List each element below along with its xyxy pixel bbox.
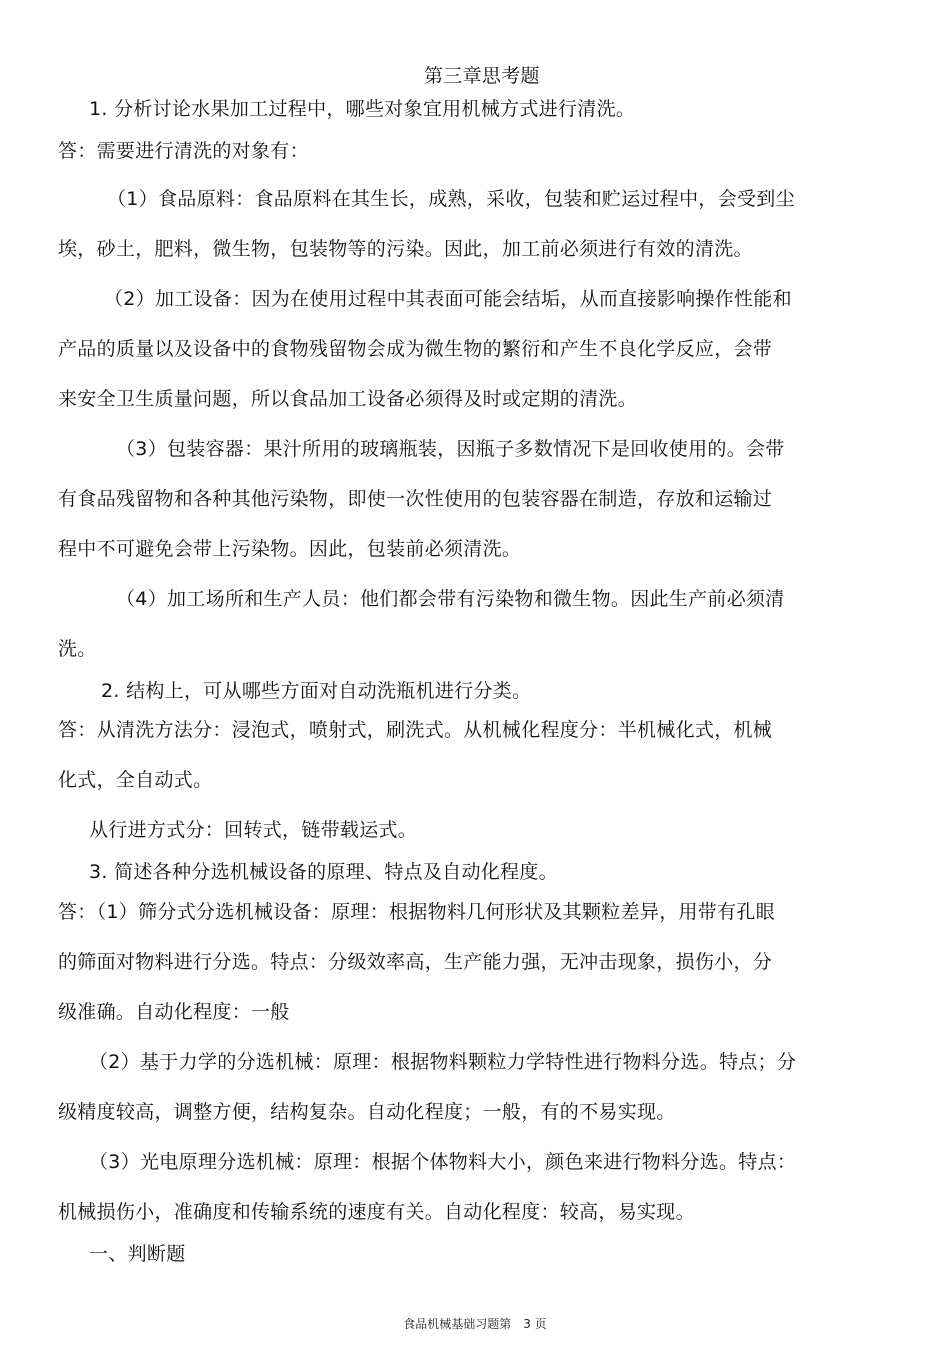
answer-3-item-3-line-1: （3）光电原理分选机械：原理：根据个体物料大小，颜色来进行物料分选。特点： [89,1151,797,1173]
answer-1-item-1-line-2: 埃，砂土，肥料，微生物，包装物等的污染。因此，加工前必须进行有效的清洗。 [58,238,753,260]
question-3: 3. 简述各种分选机械设备的原理、特点及自动化程度。 [89,861,558,883]
section-heading-judgment: 一、判断题 [89,1243,186,1265]
answer-3-item-1-line-2: 的筛面对物料进行分选。特点：分级效率高，生产能力强，无冲击现象，损伤小，分 [58,951,773,973]
answer-3-item-2-line-1: （2）基于力学的分选机械：原理：根据物料颗粒力学特性进行物料分选。特点；分 [89,1051,797,1073]
question-2: 2. 结构上，可从哪些方面对自动洗瓶机进行分类。 [101,680,532,702]
answer-1-intro: 答：需要进行清洗的对象有： [58,140,309,162]
page-footer: 食品机械基础习题第 3 页 [403,1317,547,1331]
answer-3-item-2-line-2: 级精度较高，调整方便，结构复杂。自动化程度；一般，有的不易实现。 [58,1101,676,1123]
answer-1-item-2-line-3: 来安全卫生质量问题，所以食品加工设备必须得及时或定期的清洗。 [58,388,638,410]
answer-1-item-4-line-2: 洗。 [58,638,97,660]
answer-1-item-1-line-1: （1）食品原料：食品原料在其生长，成熟，采收，包装和贮运过程中，会受到尘 [107,188,795,210]
answer-3-item-1-line-3: 级准确。自动化程度：一般 [58,1001,290,1023]
answer-2-line-1: 答：从清洗方法分：浸泡式，喷射式，刷洗式。从机械化程度分：半机械化式，机械 [58,719,773,741]
answer-1-item-2-line-2: 产品的质量以及设备中的食物残留物会成为微生物的繁衍和产生不良化学反应，会带 [58,338,773,360]
question-1: 1. 分析讨论水果加工过程中，哪些对象宜用机械方式进行清洗。 [89,98,636,120]
page-title: 第三章思考题 [424,65,540,87]
answer-1-item-3-line-1: （3）包装容器：果汁所用的玻璃瓶装，因瓶子多数情况下是回收使用的。会带 [116,438,785,460]
answer-1-item-4-line-1: （4）加工场所和生产人员：他们都会带有污染物和微生物。因此生产前必须清 [116,588,785,610]
answer-3-item-1-line-1: 答：（1）筛分式分选机械设备：原理：根据物料几何形状及其颗粒差异，用带有孔眼 [58,901,775,923]
answer-1-item-2-line-1: （2）加工设备：因为在使用过程中其表面可能会结垢，从而直接影响操作性能和 [104,288,792,310]
answer-1-item-3-line-3: 程中不可避免会带上污染物。因此，包装前必须清洗。 [58,538,522,560]
answer-2-line-2: 化式，全自动式。 [58,769,213,791]
answer-1-item-3-line-2: 有食品残留物和各种其他污染物，即使一次性使用的包装容器在制造，存放和运输过 [58,488,773,510]
answer-2-line-3: 从行进方式分：回转式，链带载运式。 [89,819,418,841]
answer-3-item-3-line-2: 机械损伤小，准确度和传输系统的速度有关。自动化程度：较高，易实现。 [58,1201,695,1223]
